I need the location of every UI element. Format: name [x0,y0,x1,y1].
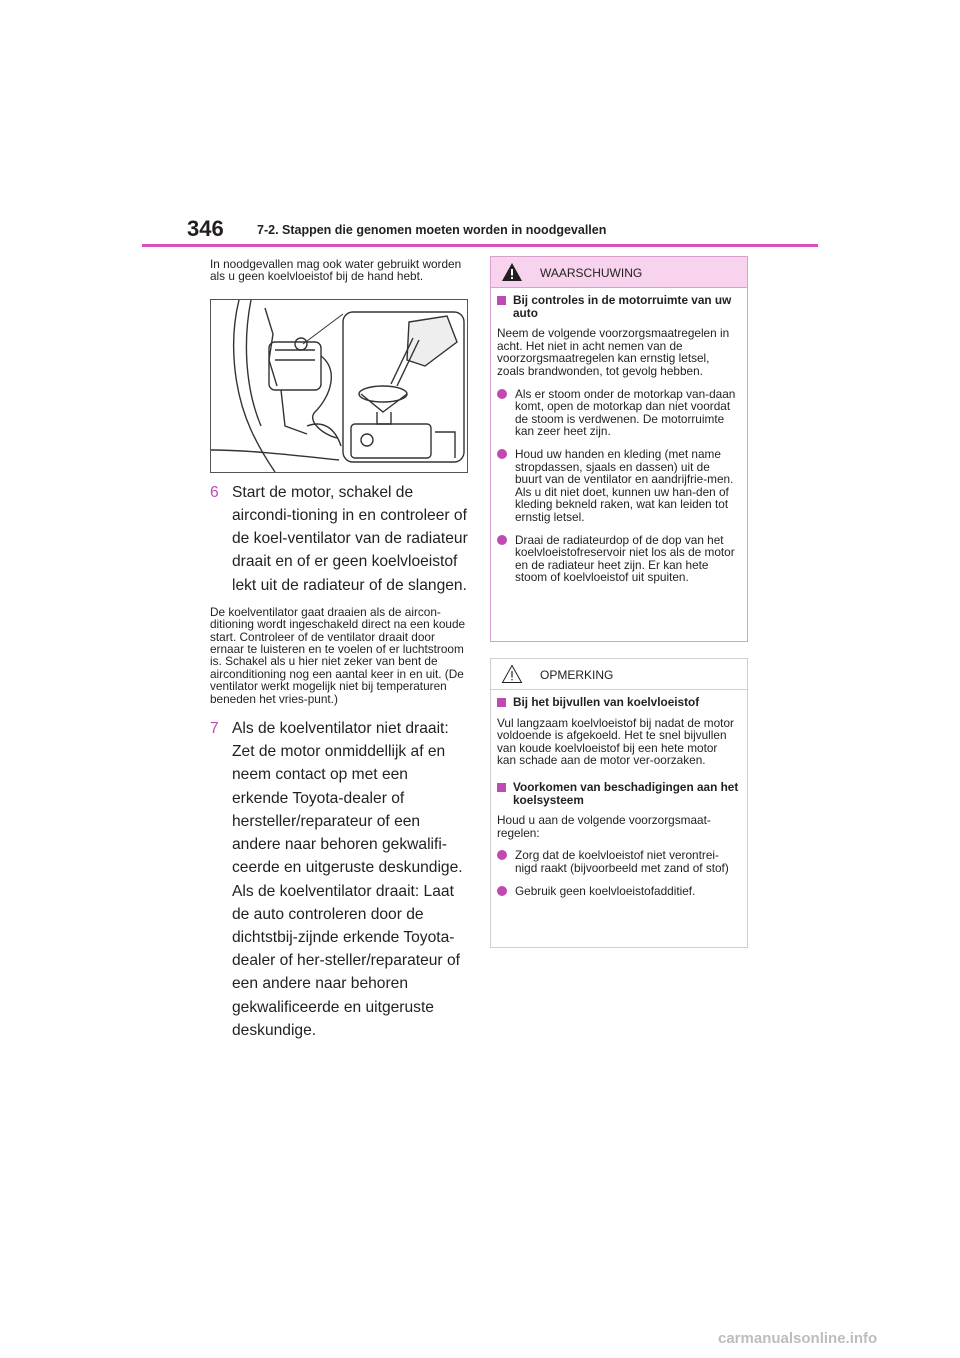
note-box [490,658,748,948]
warning-body [491,288,747,584]
note-heading-1 [497,696,739,709]
note-bullet-text: Gebruik geen koelvloeistofadditief. [515,883,696,898]
warning-bullet [497,448,739,524]
warning-intro: Neem de volgende voorzorgsmaatregelen in acht. Het niet in acht nemen van de voorzorgsmaatregelen kan ernstig letsel, zoals brandwonden, tot gevolg hebben. [497,326,730,378]
circle-bullet-icon [497,535,507,545]
step-7-text: Als de koelventilator niet draait: Zet de motor onmiddellijk af en neem contact op met een erkende Toyota-dealer of hersteller/reparateur of een andere naar behoren gekwalifi-ceerde en uitgeruste deskundige. Als de koelventilator draait: Laat de auto controleren door de dichtstbij-zijnde erkende Toyota-dealer of her-steller/reparateur of een andere naar behoren gekwalificeerde en uitgeruste deskundige. [232,720,463,1039]
warning-bullet-text: Draai de radiateurdop of de dop van het koelvloeistofreservoir niet los als de motor en de radiateur heet zijn. Er kan hete stoom of koelvloeistof uit spuiten. [515,532,735,585]
square-bullet-icon [497,783,506,792]
fan-note: De koelventilator gaat draaien als de aircon-ditioning wordt ingeschakeld direct na een koude start. Controleer of de ventilator draait door ernaar te luisteren en te voelen of er luchtstroom is. Schakel als u hier niet zeker van bent de airconditioning nog een aantal keer in en uit. (De ventilator werkt mogelijk niet bij temperaturen beneden het vries-punt.) [210,604,466,706]
caution-triangle-icon [501,664,523,684]
left-column [210,258,468,1042]
warning-triangle-icon [501,262,523,282]
step-7-number: 7 [210,720,219,738]
warning-box [490,256,748,642]
square-bullet-icon [497,296,506,305]
square-bullet-icon [497,698,506,707]
warning-heading [497,294,739,319]
chapter-title: 7-2. Stappen die genomen moeten worden in noodgevallen [257,223,607,237]
warning-header [491,257,747,288]
note-header [491,659,747,690]
site-watermark: carmanualsonline.info [718,1330,878,1347]
note-bullet [497,849,739,874]
step-6-text: Start de motor, schakel de aircondi-tioning in en controleer of de koel-ventilator van de radiateur draait en of er geen koelvloeistof lekt uit de radiateur of de slangen. [232,483,468,594]
circle-bullet-icon [497,389,507,399]
circle-bullet-icon [497,449,507,459]
warning-bullet [497,534,739,584]
warning-bullet-text: Houd uw handen en kleding (met name stropdassen, sjaals en dassen) uit de buurt van de ventilator en aandrijfrie-men. Als u dit niet doet, kunnen uw han-den of kleding bekneld raken, wat kan leiden tot ernstig letsel. [515,446,734,524]
circle-bullet-icon [497,886,507,896]
note-text-2: Houd u aan de volgende voorzorgsmaat-regelen: [497,813,711,840]
engine-bay-drawing [211,300,467,472]
circle-bullet-icon [497,850,507,860]
step-6 [210,481,468,597]
coolant-refill-illustration [210,299,468,473]
note-heading-1-text: Bij het bijvullen van koelvloeistof [513,695,700,709]
note-body [491,690,747,897]
note-heading-2-text: Voorkomen van beschadigingen aan het koelsysteem [513,779,739,807]
warning-heading-text: Bij controles in de motorruimte van uw auto [513,293,732,320]
warning-bullet [497,388,739,438]
warning-title: WAARSCHUWING [540,266,643,280]
note-bullet-text: Zorg dat de koelvloeistof niet verontrei-nigd raakt (bijvoorbeeld met zand of stof) [515,848,729,875]
note-text-1: Vul langzaam koelvloeistof bij nadat de motor voldoende is afgekoeld. Het te snel bijvullen van koude koelvloeistof bij een hete motor kan schade aan de motor ver-oorzaken. [497,715,734,768]
note-heading-2 [497,781,739,806]
page-header [142,216,818,248]
note-bullet [497,885,739,898]
page-number: 346 [187,216,224,241]
step-7 [210,717,468,1042]
intro-text: In noodgevallen mag ook water gebruikt worden als u geen koelvloeistof bij de hand hebt. [210,257,462,284]
step-6-number: 6 [210,483,219,501]
header-rule [142,244,818,247]
warning-bullet-text: Als er stoom onder de motorkap van-daan komt, open de motorkap dan niet voordat de stoom is verdwenen. De motorruimte kan zeer heet zijn. [515,386,736,439]
note-title: OPMERKING [540,668,614,682]
